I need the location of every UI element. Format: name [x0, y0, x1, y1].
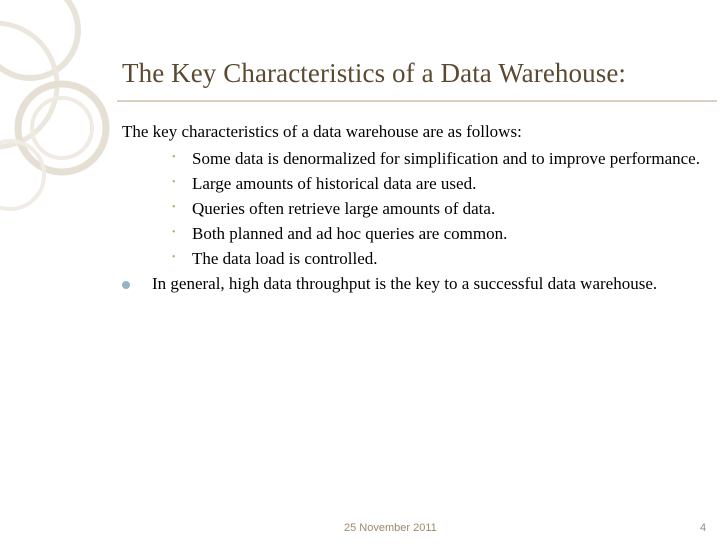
circle-bullet-icon — [122, 281, 130, 289]
list-item-text: Both planned and ad hoc queries are common. — [192, 224, 508, 243]
list-item-text: The data load is controlled. — [192, 249, 378, 268]
bullet-dot-icon: • — [172, 177, 176, 188]
title-divider — [117, 100, 717, 102]
page-number: 4 — [700, 522, 707, 534]
intro-text: The key characteristics of a data warehouse are as follows: — [122, 122, 522, 141]
list-item-text: Some data is denormalized for simplification and to improve performance. — [192, 149, 700, 168]
list-item — [166, 223, 707, 244]
list-item-text: Queries often retrieve large amounts of data. — [192, 199, 496, 218]
bullet-dot-icon: • — [172, 202, 176, 213]
characteristics-list — [122, 148, 707, 269]
bullet-dot-icon: • — [172, 227, 176, 238]
bullet-dot-icon: • — [172, 252, 176, 263]
list-item — [166, 173, 707, 194]
main-bullet-item — [122, 273, 707, 295]
slide-title: The Key Characteristics of a Data Warehouse: — [122, 58, 627, 88]
footer-date: 25 November 2011 — [344, 522, 437, 534]
list-item-text: Large amounts of historical data are used. — [192, 174, 477, 193]
main-bullet-text: In general, high data throughput is the key to a successful data warehouse. — [152, 274, 658, 293]
slide-body — [122, 122, 707, 295]
list-item — [166, 248, 707, 269]
list-item — [166, 148, 707, 169]
list-item — [166, 198, 707, 219]
bullet-dot-icon: • — [172, 152, 176, 163]
